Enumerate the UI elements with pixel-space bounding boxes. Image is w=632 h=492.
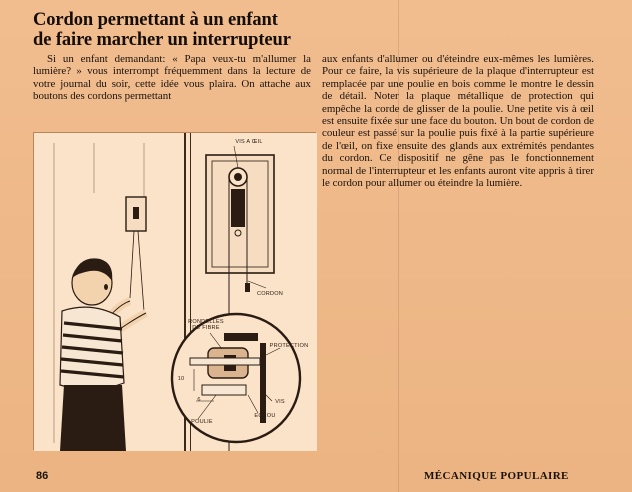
label-protection: PROTECTION — [269, 343, 309, 349]
label-vis: VIS — [275, 399, 285, 405]
headline-line-1: Cordon permettant à un enfant — [33, 10, 278, 30]
label-rondelles-line2: DE FIBRE — [192, 325, 220, 332]
article-column-left: Si un enfant demandant: « Papa veux-tu m'allumer la lumière? » vous interrompt fréquemment dans la lecture de votre journal du soir, cette idée vous plaira. On attache aux boutons des cordons permettant — [33, 53, 311, 103]
label-cordon: CORDON — [256, 291, 284, 297]
label-poulie: POULIE — [191, 419, 213, 425]
article-column-right: aux enfants d'allumer ou d'éteindre eux-mêmes les lumières. Pour ce faire, la vis supérieure de la plaque d'interrupteur est remplacée par une poulie en bois comme le montre le dessin de détail. Noter la plaque métallique de protection qui empêche la corde de glisser de la poulie. Une petite vis à œil est ensuite fixée sur une face du bouton. Un bout de cordon de couleur est passé sur la poulie puis fixé à la partie supérieure de l'œil, on fixe ensuite des glands aux extrémités pendantes du cordon. Ce dispositif ne gêne pas le fonctionnement normal de l'interrupteur et les enfants auront vite appris à tirer le cordon pour allumer ou éteindre la lumière. — [322, 53, 594, 190]
magazine-title: MÉCANIQUE POPULAIRE — [424, 470, 569, 482]
label-ecrou: ECROU — [254, 413, 276, 419]
label-dim-10: 10 — [177, 376, 185, 382]
page-number: 86 — [36, 470, 49, 482]
label-dim-6: 6 — [197, 397, 201, 403]
article-headline — [33, 10, 333, 50]
headline-line-2: de faire marcher un interrupteur — [33, 30, 291, 50]
article-illustration — [33, 132, 316, 450]
label-vis-a-oeil: VIS A ŒIL — [235, 139, 263, 145]
label-rondelles-line1: RONDELLES — [188, 319, 224, 325]
label-rondelles — [184, 319, 228, 332]
